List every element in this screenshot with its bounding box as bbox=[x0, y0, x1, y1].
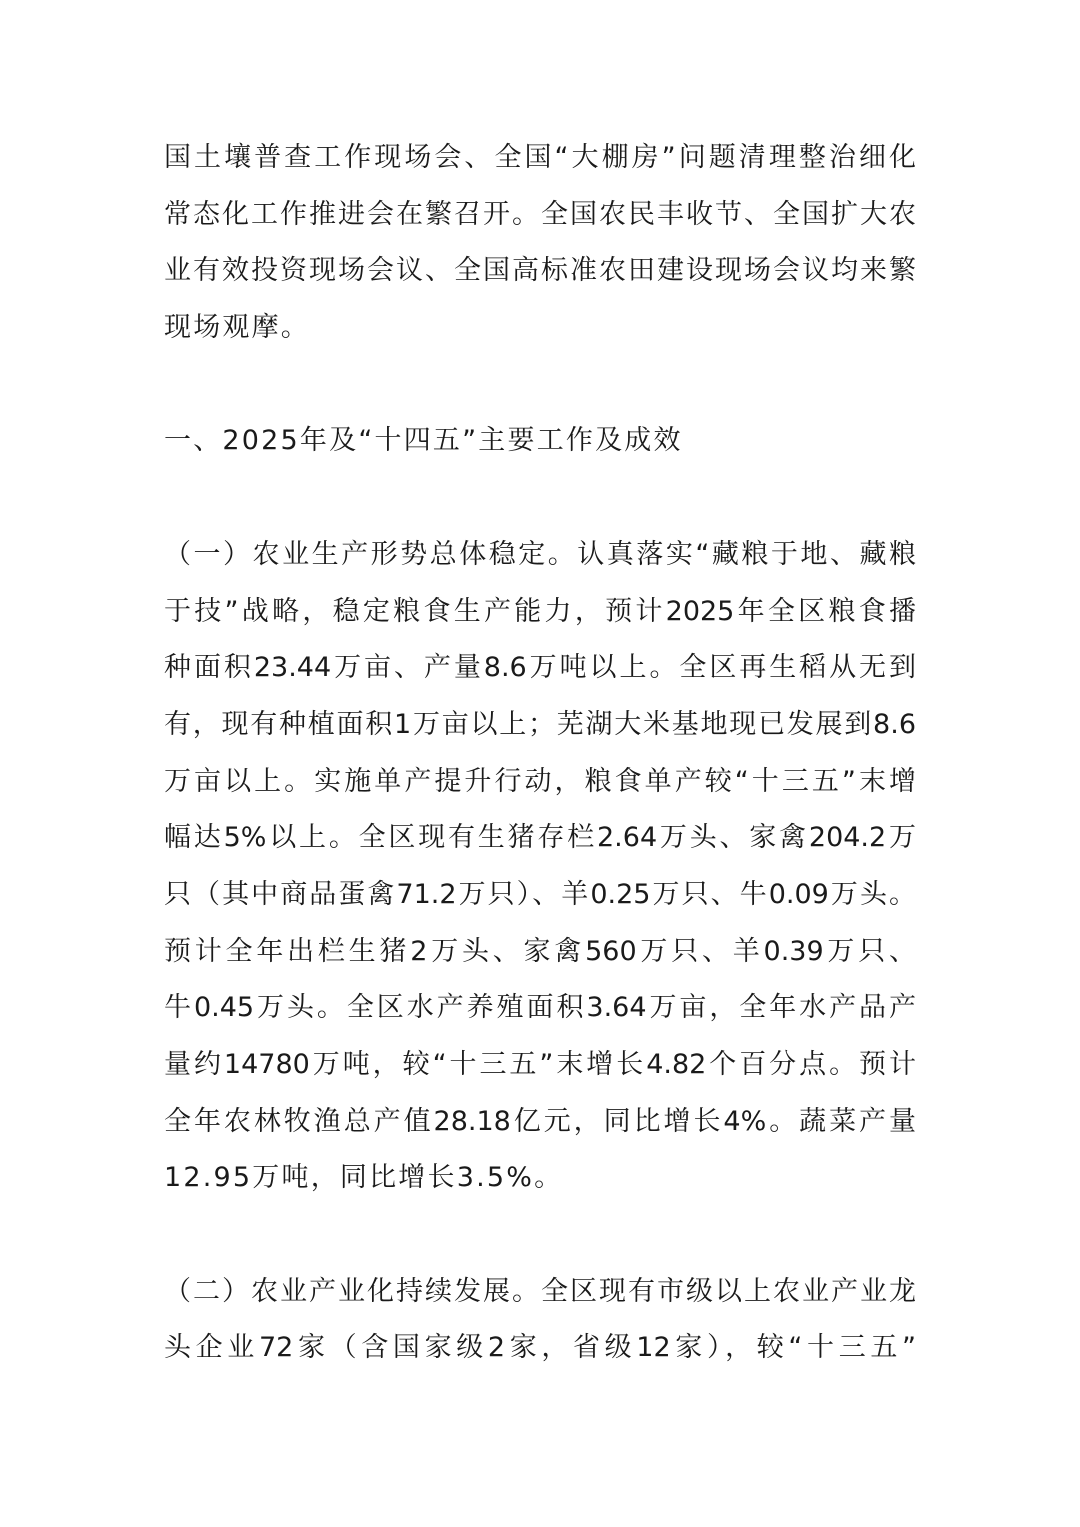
paragraph-line: 业有效投资现场会议、全国高标准农田建设现场会议均来繁 bbox=[164, 255, 916, 287]
paragraph-gap bbox=[164, 357, 916, 414]
paragraph-line: 现场观摩。 bbox=[164, 312, 310, 344]
paragraph-line: 只（其中商品蛋禽71.2万只）、羊0.25万只、牛0.09万头。 bbox=[164, 878, 916, 910]
paragraph-line: 12.95万吨，同比增长3.5%。 bbox=[164, 1162, 564, 1194]
paragraph-line: 头企业72家（含国家级2家，省级12家），较“十三五” bbox=[164, 1332, 916, 1364]
paragraph-line: 幅达5%以上。全区现有生猪存栏2.64万头、家禽204.2万 bbox=[164, 822, 916, 854]
paragraph-line: 常态化工作推进会在繁召开。全国农民丰收节、全国扩大农 bbox=[164, 198, 916, 230]
section-2-paragraph bbox=[164, 1264, 916, 1377]
paragraph-line: 种面积23.44万亩、产量8.6万吨以上。全区再生稻从无到 bbox=[164, 652, 916, 684]
paragraph-line: 有，现有种植面积1万亩以上；芜湖大米基地现已发展到8.6 bbox=[164, 708, 916, 740]
intro-paragraph bbox=[164, 130, 916, 357]
paragraph-gap bbox=[164, 1207, 916, 1264]
paragraph-gap bbox=[164, 470, 916, 527]
paragraph-line: 于技”战略，稳定粮食生产能力，预计2025年全区粮食播 bbox=[164, 595, 916, 627]
document-body bbox=[164, 130, 916, 1377]
paragraph-line: 万亩以上。实施单产提升行动，粮食单产较“十三五”末增 bbox=[164, 765, 916, 797]
paragraph-line: 量约14780万吨，较“十三五”末增长4.82个百分点。预计 bbox=[164, 1049, 916, 1080]
paragraph-line: 国土壤普查工作现场会、全国“大棚房”问题清理整治细化 bbox=[164, 142, 916, 173]
paragraph-line: 预计全年出栏生猪2万头、家禽560万只、羊0.39万只、 bbox=[164, 935, 916, 967]
paragraph-line: （一）农业生产形势总体稳定。认真落实“藏粮于地、藏粮 bbox=[164, 538, 916, 570]
paragraph-line: 牛0.45万头。全区水产养殖面积3.64万亩，全年水产品产 bbox=[164, 992, 916, 1024]
section-1-paragraph bbox=[164, 527, 916, 1207]
paragraph-line: （二）农业产业化持续发展。全区现有市级以上农业产业龙 bbox=[164, 1275, 916, 1307]
section-heading: 一、2025年及“十四五”主要工作及成效 bbox=[164, 425, 683, 457]
paragraph-line: 全年农林牧渔总产值28.18亿元，同比增长4%。蔬菜产量 bbox=[164, 1105, 916, 1137]
